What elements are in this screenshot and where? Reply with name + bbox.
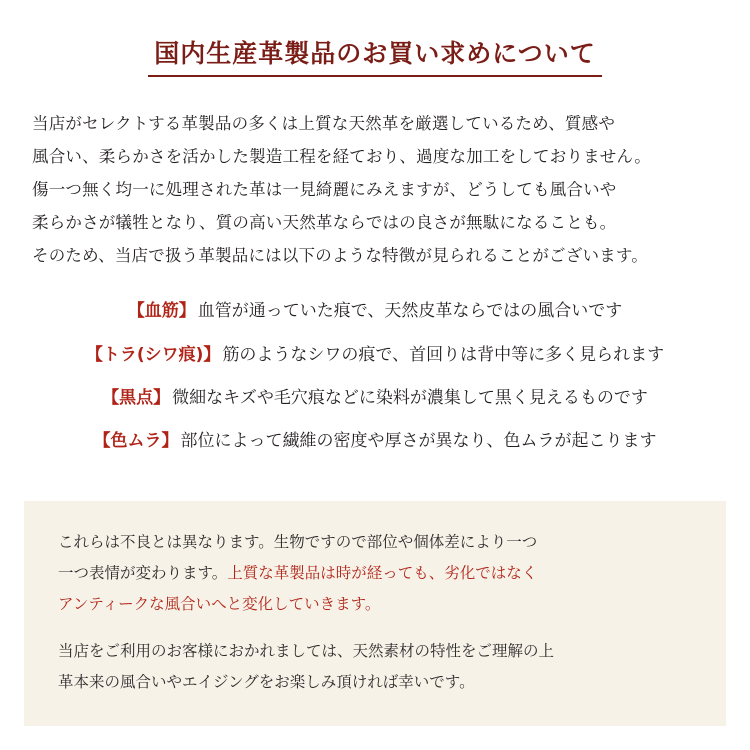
feature-tag: 【血筋】 — [127, 301, 196, 322]
intro-line: 当店がセレクトする革製品の多くは上質な天然革を厳選しているため、質感や — [32, 114, 616, 134]
note-emphasis: アンティークな風合いへと変化していきます。 — [58, 595, 381, 613]
intro-line: そのため、当店で扱う革製品には以下のような特徴が見られることがございます。 — [32, 246, 648, 266]
feature-tag: 【黒点】 — [102, 387, 171, 408]
note-text: これらは不良とは異なります。生物ですので部位や個体差により一つ — [58, 533, 538, 551]
intro-paragraph — [24, 107, 726, 272]
feature-tag: 【色ムラ】 — [93, 431, 179, 452]
note-line — [58, 667, 692, 698]
feature-tag: 【トラ(シワ痕)】 — [85, 344, 221, 365]
note-text: 一つ表情が変わります。 — [58, 564, 228, 582]
page-title-container — [24, 30, 726, 77]
feature-text: 部位によって繊維の密度や厚さが異なり、色ムラが起こります — [180, 431, 657, 452]
feature-text: 血管が通っていた痕で、天然皮革ならではの風合いです — [197, 301, 623, 322]
page-title: 国内生産革製品のお買い求めについて — [148, 38, 602, 77]
list-item — [30, 428, 720, 454]
note-line — [58, 589, 692, 620]
note-line — [58, 636, 692, 667]
list-item — [30, 385, 720, 411]
intro-line: 傷一つ無く均一に処理された革は一見綺麗にみえますが、どうしても風合いや — [32, 180, 617, 200]
feature-list — [24, 298, 726, 454]
list-item — [30, 342, 720, 368]
note-box — [24, 501, 726, 726]
feature-text: 微細なキズや毛穴痕などに染料が濃集して黒く見えるものです — [172, 387, 648, 408]
feature-text: 筋のようなシワの痕で、首回りは背中等に多く見られます — [222, 344, 665, 365]
note-emphasis: 上質な革製品は時が経っても、劣化ではなく — [227, 564, 538, 582]
intro-line: 柔らかさが犠牲となり、質の高い天然革ならではの良さが無駄になることも。 — [32, 213, 617, 233]
note-text: 革本来の風合いやエイジングをお楽しみ頂ければ幸いです。 — [58, 673, 475, 691]
note-text: 当店をご利用のお客様におかれましては、天然素材の特性をご理解の上 — [58, 642, 555, 660]
note-line — [58, 527, 692, 558]
note-line — [58, 558, 692, 589]
list-item — [30, 298, 720, 324]
intro-line: 風合い、柔らかさを活かした製造工程を経ており、過度な加工をしておりません。 — [32, 147, 651, 167]
